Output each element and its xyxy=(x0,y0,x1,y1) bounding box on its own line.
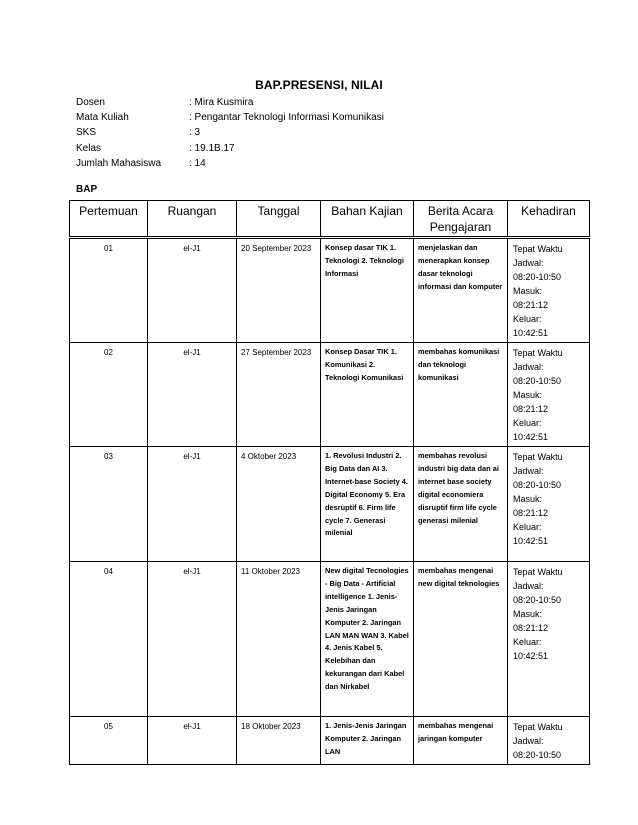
cell-ruangan: el-J1 xyxy=(148,717,237,765)
cell-bahan-kajian: 1. Jenis-Jenis Jaringan Komputer 2. Jaringan LAN xyxy=(321,717,414,765)
cell-bahan-kajian: 1. Revolusi Industri 2. Big Data dan AI 3. Internet-base Society 4. Digital Economy 5. Era desruptif 6. Firm life cycle 7. Generasi milenial xyxy=(321,447,414,562)
cell-berita-acara: menjelaskan dan menerapkan konsep dasar teknologi informasi dan komputer xyxy=(414,238,508,343)
kehadiran-status: Tepat Waktu xyxy=(513,244,563,254)
kehadiran-masuk-value: 08:21:12 xyxy=(513,623,549,633)
header-tanggal: Tanggal xyxy=(237,201,321,238)
cell-tanggal: 20 September 2023 xyxy=(237,238,321,343)
cell-berita-acara: membahas mengenai new digital teknologies xyxy=(414,562,508,717)
cell-berita-acara: membahas mengenai jaringan komputer xyxy=(414,717,508,765)
kehadiran-jadwal-value: 08:20-10:50 xyxy=(513,750,562,760)
cell-kehadiran xyxy=(508,238,590,343)
info-value: : Mira Kusmira xyxy=(189,97,254,108)
cell-kehadiran xyxy=(508,447,590,562)
kehadiran-masuk-value: 08:21:12 xyxy=(513,508,549,518)
cell-tanggal: 27 September 2023 xyxy=(237,343,321,447)
info-row-jumlah-mahasiswa xyxy=(76,156,384,171)
table-header-row xyxy=(70,201,590,238)
info-row-mata-kuliah xyxy=(76,110,384,125)
header-pertemuan: Pertemuan xyxy=(70,201,148,238)
info-label: Jumlah Mahasiswa xyxy=(76,157,162,169)
kehadiran-status: Tepat Waktu xyxy=(513,567,563,577)
kehadiran-keluar-value: 10:42:51 xyxy=(513,651,549,661)
info-value: : 14 xyxy=(189,157,206,169)
table-row xyxy=(70,238,590,343)
info-label: Kelas xyxy=(76,142,102,154)
cell-tanggal: 4 Oktober 2023 xyxy=(237,447,321,562)
bap-label: BAP xyxy=(76,184,98,195)
course-info xyxy=(76,95,384,171)
cell-berita-acara: membahas revolusi industri big data dan ai internet base society digital economiera disruptif firm life cycle generasi milenial xyxy=(414,447,508,562)
cell-tanggal: 11 Oktober 2023 xyxy=(237,562,321,717)
kehadiran-keluar-value: 10:42:51 xyxy=(513,536,549,546)
kehadiran-jadwal-label: Jadwal: xyxy=(513,581,544,591)
kehadiran-jadwal-value: 08:20-10:50 xyxy=(513,480,562,490)
kehadiran-masuk-label: Masuk: xyxy=(513,286,543,296)
cell-ruangan: el-J1 xyxy=(148,447,237,562)
table-row xyxy=(70,447,590,562)
kehadiran-jadwal-value: 08:20-10:50 xyxy=(513,272,562,282)
table-row xyxy=(70,562,590,717)
bap-table xyxy=(69,200,590,765)
cell-pertemuan: 02 xyxy=(70,343,148,447)
cell-kehadiran xyxy=(508,562,590,717)
info-value: : 3 xyxy=(189,127,201,139)
kehadiran-status: Tepat Waktu xyxy=(513,348,563,358)
info-value: : 19.1B.17 xyxy=(189,142,235,154)
kehadiran-keluar-label: Keluar: xyxy=(513,418,542,428)
info-row-dosen xyxy=(76,95,384,110)
cell-bahan-kajian: Konsep Dasar TIK 1. Komunikasi 2. Teknologi Komunikasi xyxy=(321,343,414,447)
page-title: BAP.PRESENSI, NILAI xyxy=(255,78,383,92)
kehadiran-jadwal-label: Jadwal: xyxy=(513,466,544,476)
cell-ruangan: el-J1 xyxy=(148,238,237,343)
header-bahan-kajian: Bahan Kajian xyxy=(321,201,414,238)
kehadiran-jadwal-label: Jadwal: xyxy=(513,362,544,372)
header-kehadiran: Kehadiran xyxy=(508,201,590,238)
header-berita-acara: Berita Acara Pengajaran xyxy=(414,201,508,238)
kehadiran-jadwal-label: Jadwal: xyxy=(513,736,544,746)
cell-bahan-kajian: New digital Tecnologies - Big Data - Artificial intelligence 1. Jenis-Jenis Jaringan Komputer 2. Jaringan LAN MAN WAN 3. Kabel 4. Jenis Kabel 5. Kelebihan dan kekurangan dari Kabel dan Nirkabel xyxy=(321,562,414,717)
info-label: Mata Kuliah xyxy=(76,112,129,124)
header-ruangan: Ruangan xyxy=(148,201,237,238)
info-row-sks xyxy=(76,125,384,140)
table-row xyxy=(70,717,590,765)
cell-kehadiran xyxy=(508,343,590,447)
cell-kehadiran xyxy=(508,717,590,765)
kehadiran-status: Tepat Waktu xyxy=(513,452,563,462)
cell-pertemuan: 03 xyxy=(70,447,148,562)
info-value: : Pengantar Teknologi Informasi Komunikasi xyxy=(189,112,384,124)
kehadiran-keluar-label: Keluar: xyxy=(513,314,542,324)
info-label: Dosen xyxy=(76,97,105,108)
kehadiran-masuk-value: 08:21:12 xyxy=(513,404,549,414)
cell-bahan-kajian: Konsep dasar TIK 1. Teknologi 2. Teknologi Informasi xyxy=(321,238,414,343)
cell-pertemuan: 04 xyxy=(70,562,148,717)
table-row xyxy=(70,343,590,447)
kehadiran-masuk-label: Masuk: xyxy=(513,390,543,400)
info-label: SKS xyxy=(76,127,97,139)
kehadiran-masuk-label: Masuk: xyxy=(513,494,543,504)
cell-ruangan: el-J1 xyxy=(148,562,237,717)
kehadiran-jadwal-label: Jadwal: xyxy=(513,258,544,268)
kehadiran-masuk-value: 08:21:12 xyxy=(513,300,549,310)
cell-pertemuan: 05 xyxy=(70,717,148,765)
cell-pertemuan: 01 xyxy=(70,238,148,343)
kehadiran-keluar-value: 10:42:51 xyxy=(513,432,549,442)
kehadiran-keluar-value: 10:42:51 xyxy=(513,328,549,338)
kehadiran-jadwal-value: 08:20-10:50 xyxy=(513,376,562,386)
cell-tanggal: 18 Oktober 2023 xyxy=(237,717,321,765)
kehadiran-keluar-label: Keluar: xyxy=(513,637,542,647)
cell-ruangan: el-J1 xyxy=(148,343,237,447)
kehadiran-masuk-label: Masuk: xyxy=(513,609,543,619)
kehadiran-jadwal-value: 08:20-10:50 xyxy=(513,595,562,605)
cell-berita-acara: membahas komunikasi dan teknologi komunikasi xyxy=(414,343,508,447)
kehadiran-status: Tepat Waktu xyxy=(513,722,563,732)
kehadiran-keluar-label: Keluar: xyxy=(513,522,542,532)
info-row-kelas xyxy=(76,141,384,156)
